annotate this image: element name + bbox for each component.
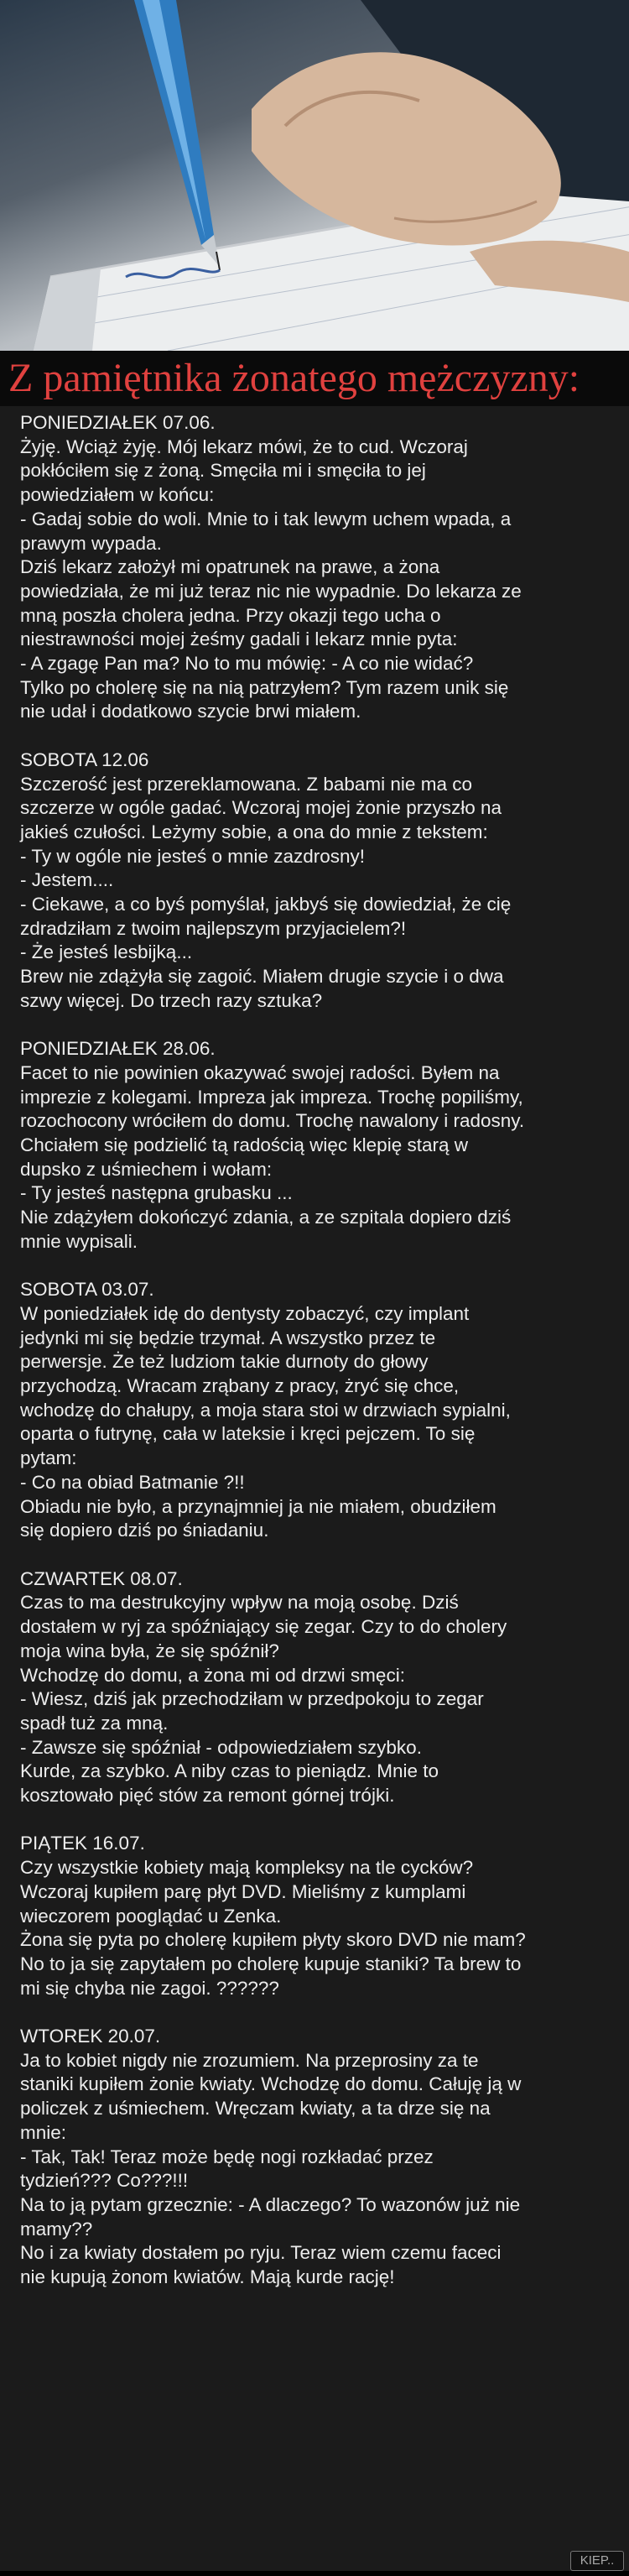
entry-text-line: - Ty jesteś następna grubasku ... [20,1182,293,1204]
entry-text-line: mnie wypisali. [20,1230,138,1252]
entry-text-line: mnie: [20,2121,67,2143]
entry-text-line: imprezie z kolegami. Impreza jak impreza. Trochę popiliśmy, [20,1086,523,1108]
entry-date-heading: PONIEDZIAŁEK 07.06. [20,412,216,433]
entry-text-line: Ja to kobiet nigdy nie zrozumiem. Na przeprosiny za te [20,2049,479,2071]
entry-text-line: mi się chyba nie zagoi. ?????? [20,1977,279,1999]
entry-text-line: Tylko po cholerę się na nią patrzyłem? Tym razem unik się [20,676,509,698]
entry-text-line: pokłóciłem się z żoną. Smęciła mi i smęciła to jej [20,460,426,482]
entry-text-line: niestrawności mojej żeśmy gadali i lekarz mnie pyta: [20,628,458,650]
entry-text-line: wieczorem pooglądać u Zenka. [20,1905,282,1927]
diary-entry [20,1567,621,1808]
entry-date-heading: PONIEDZIAŁEK 28.06. [20,1038,216,1060]
entry-text-line: tydzień??? Co???!!! [20,2170,189,2192]
entry-text-line: powiedziałem w końcu: [20,484,215,506]
entry-text-line: policzek z uśmiechem. Wręczam kwiaty, a ta drze się na [20,2098,491,2120]
entry-text-line: się dopiero dziś po śniadaniu. [20,1520,269,1541]
entry-text-line: - Ty w ogóle nie jesteś o mnie zazdrosny! [20,845,366,867]
entry-text-line: - Ciekawe, a co byś pomyślał, jakbyś się dowiedział, że cię [20,894,512,915]
entry-text-line: Czas to ma destrukcyjny wpływ na moją osobę. Dziś [20,1592,459,1614]
entry-date-heading: PIĄTEK 16.07. [20,1833,145,1854]
entry-text-line: - A zgagę Pan ma? No to mu mówię: - A co nie widać? [20,653,474,675]
entry-text-line: jakieś czułości. Leżymy sobie, a ona do mnie z tekstem: [20,821,488,842]
entry-text-line: wchodzę do chałupy, a moja stara stoi w drzwiach sypialni, [20,1399,511,1421]
diary-entry [20,1037,621,1254]
entry-text-line: przychodzą. Wracam zrąbany z pracy, żryć się chce, [20,1375,460,1397]
diary-entry [20,1278,621,1543]
entry-text-line: Chciałem się podzielić tą radością więc klepię starą w [20,1134,468,1156]
entry-text-line: mamy?? [20,2218,93,2240]
diary-entry [20,2025,621,2290]
entry-date-heading: SOBOTA 12.06 [20,748,149,770]
entry-text-line: Facet to nie powinien okazywać swojej radości. Byłem na [20,1061,500,1083]
entry-text-line: - Jestem.... [20,869,114,891]
entry-text-line: Wchodzę do domu, a żona mi od drzwi smęci: [20,1664,405,1686]
page-title: Z pamiętnika żonatego mężczyzny: [0,351,629,406]
entry-text-line: Kurde, za szybko. A niby czas to pieniądz. Mnie to [20,1760,439,1782]
entry-text-line: spadł tuż za mną. [20,1712,169,1734]
entry-text-line: moja wina była, że się spóźnił? [20,1640,279,1661]
entry-text-line: Na to ją pytam grzecznie: - A dlaczego? To wazonów już nie [20,2193,521,2215]
entry-text-line: Wczoraj kupiłem parę płyt DVD. Mieliśmy z kumplami [20,1880,466,1902]
entry-text-line: szczerze w ogóle gadać. Wczoraj mojej żonie przyszło na [20,797,502,819]
entry-date-heading: WTOREK 20.07. [20,2026,161,2047]
entry-text-line: Brew nie zdążyła się zagoić. Miałem drugie szycie i o dwa [20,966,504,988]
entry-text-line: Dziś lekarz założył mi opatrunek na prawe, a żona [20,556,440,578]
hand-writing-with-pen-icon [0,0,629,351]
entry-text-line: nie udał i dodatkowo szycie brwi miałem. [20,701,361,722]
entry-text-line: nie kupują żonom kwiatów. Mają kurde rację! [20,2266,395,2288]
entry-text-line: kosztowało pięć stów za remont górnej trójki. [20,1785,395,1807]
entry-text-line: - Gadaj sobie do woli. Mnie to i tak lewym uchem wpada, a [20,508,512,529]
entry-text-line: mną poszła cholera jedna. Przy okazji tego ucha o [20,604,441,626]
diary-entry [20,1832,621,2000]
diary-entries [0,406,629,2571]
entry-text-line: Obiadu nie było, a przynajmniej ja nie miałem, obudziłem [20,1495,496,1517]
entry-text-line: Szczerość jest przereklamowana. Z babami nie ma co [20,773,472,795]
entry-text-line: zdradziłam z twoim najlepszym przyjacielem?! [20,917,407,939]
entry-text-line: Żona się pyta po cholerę kupiłem płyty skoro DVD nie mam? [20,1929,526,1951]
entry-text-line: No to ja się zapytałem po cholerę kupuje staniki? Ta brew to [20,1953,522,1974]
entry-text-line: - Co na obiad Batmanie ?!! [20,1471,245,1493]
entry-date-heading: CZWARTEK 08.07. [20,1567,183,1589]
entry-text-line: powiedziała, że mi już teraz nic nie wypadnie. Do lekarza ze [20,580,522,602]
entry-text-line: staniki kupiłem żonie kwiaty. Wchodzę do domu. Całuję ją w [20,2073,522,2095]
entry-text-line: jedynki mi się będzie trzymał. A wszystko przez te [20,1327,436,1348]
entry-text-line: rozochocony wróciłem do domu. Trochę nawalony i radosny. [20,1110,525,1132]
entry-text-line: No i za kwiaty dostałem po ryju. Teraz wiem czemu faceci [20,2242,502,2264]
entry-text-line: prawym wypada. [20,532,162,554]
entry-text-line: - Że jesteś lesbijką... [20,941,193,963]
entry-text-line: Żyję. Wciąż żyję. Mój lekarz mówi, że to cud. Wczoraj [20,435,468,457]
entry-text-line: oparta o futrynę, cała w lateksie i kręci pejczem. To się [20,1423,476,1445]
watermark-logo: KIEP.. [570,2551,624,2571]
entry-text-line: - Wiesz, dziś jak przechodziłam w przedpokoju to zegar [20,1688,484,1710]
entry-text-line: W poniedziałek idę do dentysty zobaczyć, czy implant [20,1302,470,1324]
entry-text-line: Czy wszystkie kobiety mają kompleksy na tle cycków? [20,1857,474,1879]
header-photo [0,0,629,351]
entry-text-line: - Tak, Tak! Teraz może będę nogi rozkładać przez [20,2146,434,2167]
entry-text-line: Nie zdążyłem dokończyć zdania, a ze szpitala dopiero dziś [20,1207,512,1228]
entry-text-line: pytam: [20,1447,77,1469]
diary-entry [20,748,621,1014]
entry-text-line: dupsko z uśmiechem i wołam: [20,1158,273,1180]
entry-text-line: szwy więcej. Do trzech razy sztuka? [20,989,323,1011]
entry-text-line: dostałem w ryj za spóźniający się zegar. Czy to do cholery [20,1616,507,1638]
entry-text-line: perwersje. Że też ludziom takie durnoty do głowy [20,1351,429,1373]
entry-date-heading: SOBOTA 03.07. [20,1279,154,1301]
entry-text-line: - Zawsze się spóźniał - odpowiedziałem szybko. [20,1736,422,1758]
diary-entry [20,411,621,724]
